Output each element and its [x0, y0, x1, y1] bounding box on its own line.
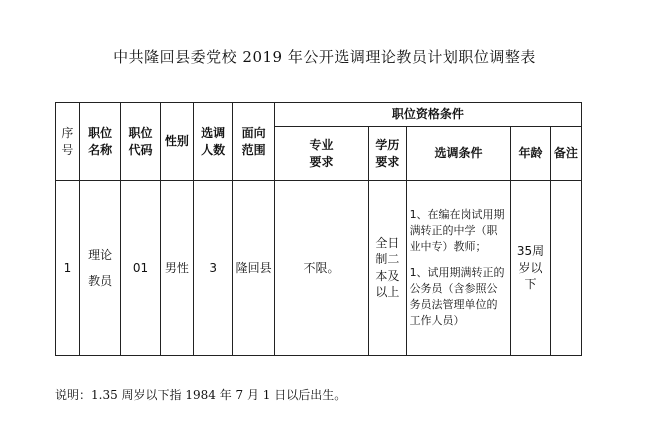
header-education: 学历要求	[369, 127, 406, 181]
header-seq: 序号	[56, 103, 80, 181]
position-table	[55, 102, 582, 356]
header-major: 专业要求	[274, 127, 368, 181]
header-position-code: 职位代码	[121, 103, 160, 181]
table-row	[56, 181, 582, 356]
header-qualifications: 职位资格条件	[274, 103, 581, 127]
condition-2: 1、试用期满转正的公务员（含参照公务员法管理单位的工作人员）	[409, 266, 505, 327]
cell-conditions	[406, 181, 511, 356]
cell-position-code: 01	[121, 181, 160, 356]
header-position-name: 职位名称	[79, 103, 120, 181]
cell-count: 3	[193, 181, 232, 356]
cell-seq: 1	[56, 181, 80, 356]
footnote: 说明：1.35 周岁以下指 1984 年 7 月 1 日以后出生。	[55, 388, 347, 402]
condition-1: 1、在编在岗试用期满转正的中学（职业中专）教师；	[409, 208, 505, 254]
cell-scope: 隆回县	[233, 181, 274, 356]
header-gender: 性别	[160, 103, 193, 181]
cell-gender: 男性	[160, 181, 193, 356]
cell-major: 不限。	[274, 181, 368, 356]
cell-position-name: 理论教员	[79, 181, 120, 356]
cell-age: 35周岁以下	[511, 181, 550, 356]
cell-education: 全日制二本及以上	[369, 181, 406, 356]
header-remarks: 备注	[550, 127, 581, 181]
header-count: 选调人数	[193, 103, 232, 181]
header-age: 年龄	[511, 127, 550, 181]
header-scope: 面向范围	[233, 103, 274, 181]
page-title: 中共隆回县委党校 2019 年公开选调理论教员计划职位调整表	[113, 48, 536, 66]
header-conditions: 选调条件	[406, 127, 511, 181]
cell-remarks	[550, 181, 581, 356]
